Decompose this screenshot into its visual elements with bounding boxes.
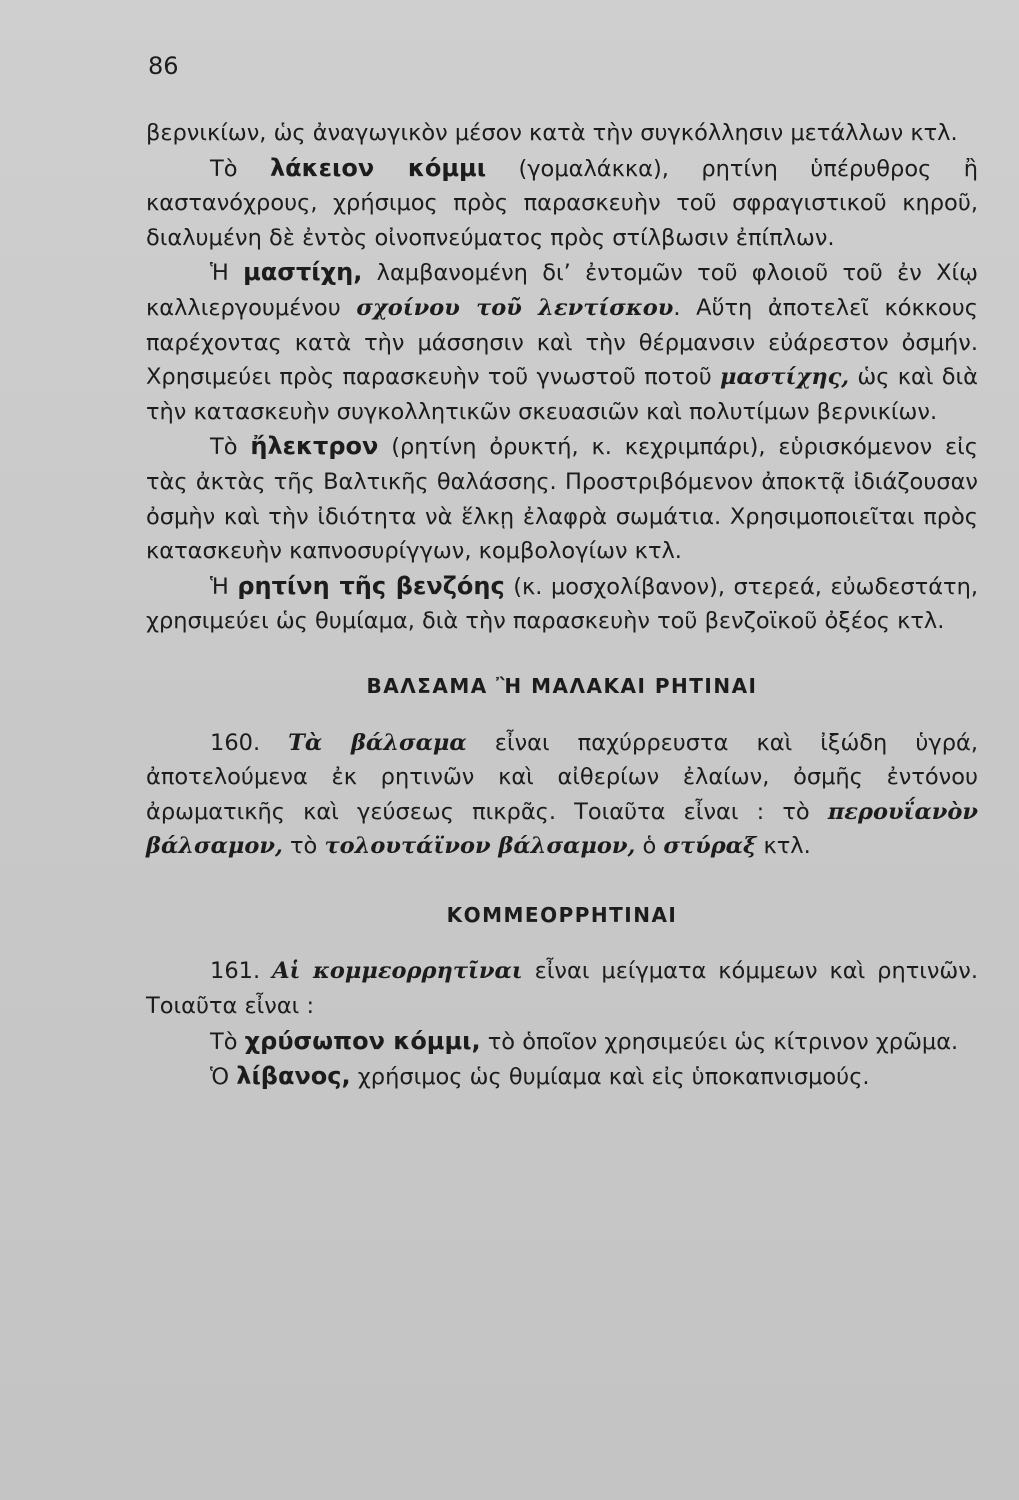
paragraph-text: Ὁ — [210, 1064, 237, 1091]
paragraph-text: Τὸ — [210, 155, 270, 182]
paragraph-text: Τὸ — [210, 434, 251, 461]
section-number: 160. — [210, 729, 289, 756]
italic-term-kommeorritinai: Αἱ κομμεορρητῖναι — [272, 958, 523, 985]
paragraph-text: χρήσιμος ὡς θυμίαμα καὶ εἰς ὑποκαπνισμούς. — [350, 1064, 870, 1091]
paragraph-text: εἶναι μείγματα κόμμεων καὶ ρητινῶν. Τοιαῦτα εἶναι : — [146, 958, 978, 1020]
paragraph-text: κτλ. — [756, 833, 811, 860]
paragraph-text: Τὸ — [210, 1028, 245, 1055]
paragraph-benzoi — [146, 569, 978, 639]
paragraph-text: (ρητίνη ὀρυκτή, κ. κεχριμπάρι), εὑρισκόμενον εἰς τὰς ἀκτὰς τῆς Βαλτικῆς θαλάσσης. Προστριβόμενον ἀποκτᾷ ἰδιάζουσαν ὀσμὴν καὶ τὴν ἰδιότητα νὰ ἕλκῃ ἐλαφρὰ σωμάτια. Χρησιμοποιεῖται πρὸς κατασκευὴν καπνοσυρίγγων, κομβολογίων κτλ. — [146, 434, 978, 565]
paragraph-chrysopon — [146, 1024, 978, 1060]
paragraph-161-kommeorritinai — [146, 954, 978, 1023]
paragraph-text: βερνικίων, ὡς ἀναγωγικὸν μέσον κατὰ τὴν συγκόλλησιν μετάλλων κτλ. — [146, 120, 958, 146]
term-benzoi: ρητίνη τῆς βενζόης — [237, 571, 505, 600]
term-chrysopon-kommi: χρύσωπον κόμμι, — [244, 1026, 481, 1055]
paragraph-text: τὸ ὁποῖον χρησιμεύει ὡς κίτρινον χρῶμα. — [480, 1028, 959, 1055]
term-livanos: λίβανος, — [236, 1062, 351, 1091]
paragraph-text: (κ. μοσχολίβανον), στερεά, εὐωδεστάτη, χρησιμεύει ὡς θυμίαμα, διὰ τὴν παρασκευὴν τοῦ βενζοϊκοῦ ὀξέος κτλ. — [146, 573, 979, 635]
italic-term-peruvian: περουΐανὸν βάλσαμον, — [146, 798, 978, 860]
paragraph-text: (γομαλάκκα), ρητίνη ὑπέρυθρος ἢ καστανόχρους, χρήσιμος πρὸς παρασκευὴν τοῦ σφραγιστικοῦ κηροῦ, διαλυμένη δὲ ἐντὸς οἰνοπνεύματος πρὸς στίλβωσιν ἐπίπλων. — [146, 155, 978, 251]
paragraph-livanos — [146, 1059, 978, 1095]
paragraph-text: ὡς καὶ διὰ τὴν κατασκευὴν συγκολλητικῶν σκευασιῶν καὶ πολυτίμων βερνικίων. — [146, 364, 978, 425]
paragraph-text: τὸ — [282, 833, 325, 860]
paragraph-text: Ἡ — [210, 260, 244, 287]
page-body — [146, 116, 978, 1095]
paragraph-160-balsama — [146, 726, 978, 864]
italic-term-tolu: τολουτάϊνον βάλσαμον, — [324, 833, 636, 860]
paragraph-ilektron — [146, 429, 978, 568]
paragraph-text: . Αὕτη ἀποτελεῖ κόκκους παρέχοντας κατὰ τὴν μάσσησιν καὶ τὴν θέρμανσιν εὐάρεστον ὀσμήν. Χρησιμεύει πρὸς παρασκευὴν τοῦ γνωστοῦ ποτοῦ — [146, 294, 979, 391]
paragraph-text: Ἡ — [210, 573, 238, 600]
term-ilektron: ἤλεκτρον — [250, 432, 379, 461]
term-mastichi: μαστίχη, — [243, 258, 363, 287]
section-number: 161. — [210, 958, 273, 985]
italic-term-styrax: στύραξ — [663, 833, 757, 860]
page-number: 86 — [148, 52, 179, 80]
term-lakeion-kommi: λάκειον κόμμι — [269, 153, 487, 182]
paragraph-mastichi — [146, 255, 978, 429]
paragraph-text: λαμβανομένη δι’ ἐντομῶν τοῦ φλοιοῦ τοῦ ἐν Χίῳ καλλιεργουμένου — [146, 260, 978, 321]
section-heading-kommeorritinai: ΚΟΜΜΕΟΡΡΗΤΙΝΑΙ — [446, 902, 678, 927]
paragraph-text: εἶναι παχύρρευστα καὶ ἰξώδη ὑγρά, ἀποτελούμενα ἐκ ρητινῶν καὶ αἰθερίων ἐλαίων, ὀσμῆς ἐντόνου ἀρωματικῆς καὶ γεύσεως πικρᾶς. Τοιαῦτα εἶναι : τὸ — [146, 729, 978, 825]
section-heading-balsama: ΒΑΛΣΑΜΑ Ἢ ΜΑΛΑΚΑΙ ΡΗΤΙΝΑΙ — [366, 673, 758, 698]
paragraph-text: ὁ — [635, 833, 664, 860]
italic-term-schoinos: σχοίνου τοῦ λεντίσκου — [356, 294, 674, 321]
italic-term-balsama: Τὰ βάλσαμα — [288, 729, 467, 756]
paragraph-bernikia-end — [146, 116, 978, 151]
italic-term-mastichis: μαστίχης, — [720, 364, 850, 391]
paragraph-lakeion-kommi — [146, 151, 978, 256]
